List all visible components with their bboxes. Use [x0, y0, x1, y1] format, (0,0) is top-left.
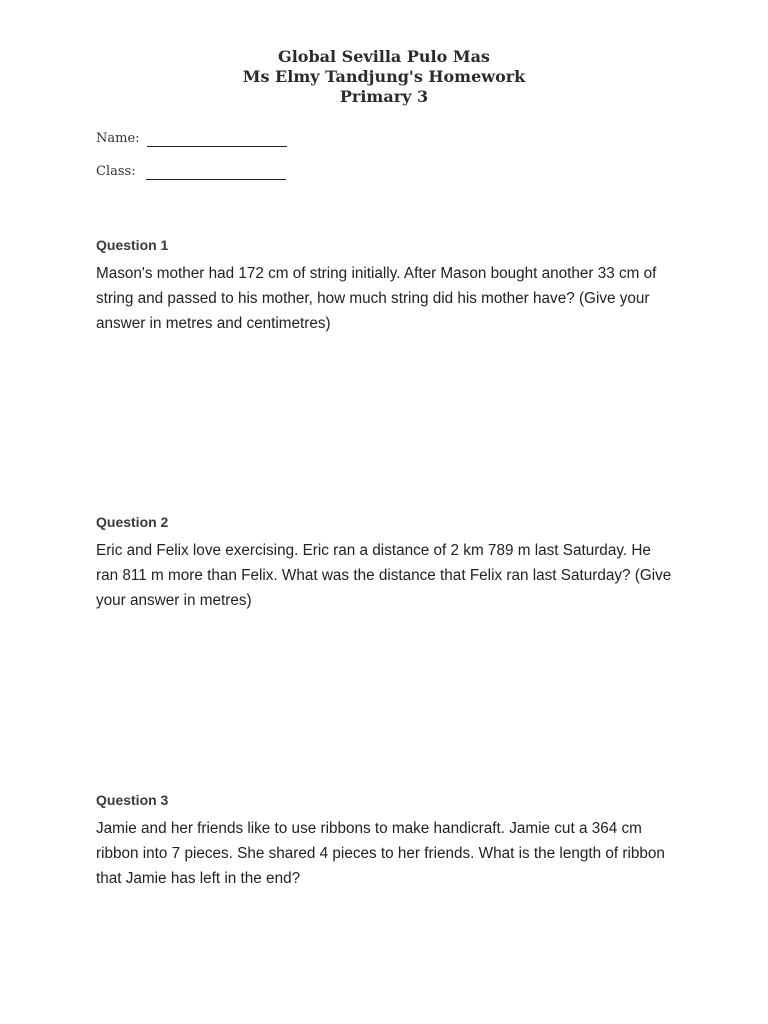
question-2-title: Question 2 [96, 514, 169, 530]
document-header [0, 47, 768, 107]
class-blank-line [146, 179, 286, 180]
question-3-title: Question 3 [96, 792, 169, 808]
question-1-title: Question 1 [96, 237, 169, 253]
question-2 [96, 513, 676, 613]
name-blank-line [147, 146, 287, 147]
class-label: Class: [96, 164, 136, 179]
question-3 [96, 791, 676, 891]
name-label: Name: [96, 131, 140, 146]
question-2-text: Eric and Felix love exercising. Eric ran a distance of 2 km 789 m last Saturday. He ran 811 m more than Felix. What was the distance that Felix ran last Saturday? (Give your answer in metres) [96, 542, 672, 609]
question-1 [96, 236, 676, 336]
question-1-text: Mason's mother had 172 cm of string initially. After Mason bought another 33 cm of string and passed to his mother, how much string did his mother have? (Give your answer in metres and centimetres) [96, 265, 657, 332]
grade-level: Primary 3 [339, 87, 429, 106]
question-3-text: Jamie and her friends like to use ribbons to make handicraft. Jamie cut a 364 cm ribbon into 7 pieces. She shared 4 pieces to her friends. What is the length of ribbon that Jamie has left in the end? [96, 820, 665, 887]
school-name: Global Sevilla Pulo Mas [278, 47, 490, 66]
homework-title: Ms Elmy Tandjung's Homework [242, 67, 526, 86]
